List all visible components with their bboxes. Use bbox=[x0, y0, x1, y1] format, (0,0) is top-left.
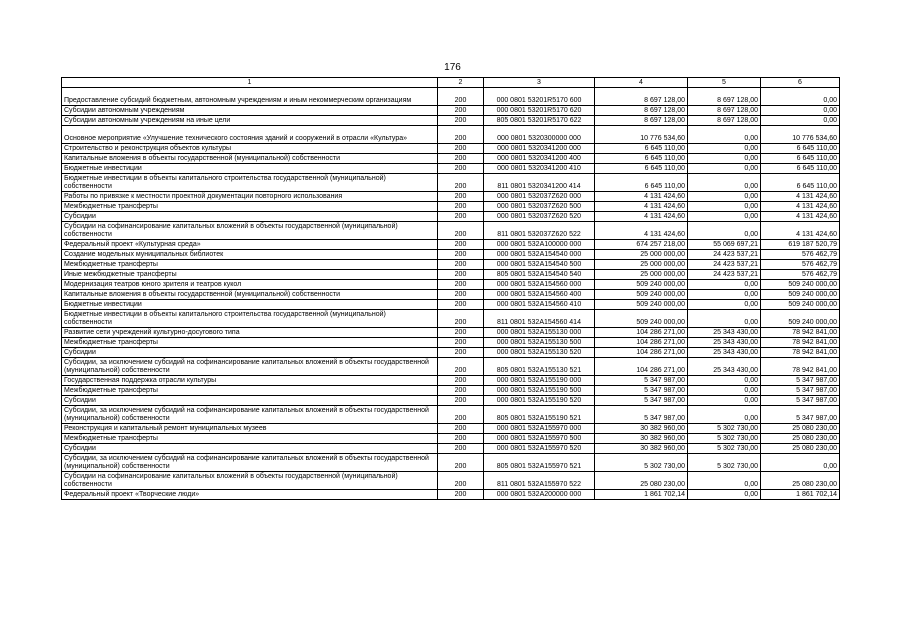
row-name-cell: Бюджетные инвестиции bbox=[62, 164, 438, 174]
row-code-cell: 200 bbox=[438, 454, 484, 472]
row-value-col6: 1 861 702,14 bbox=[761, 490, 840, 500]
row-kbk-cell: 000 0801 532A155130 520 bbox=[484, 348, 595, 358]
row-name-cell: Субсидии bbox=[62, 396, 438, 406]
row-value-col5: 0,00 bbox=[688, 202, 761, 212]
row-value-col5: 0,00 bbox=[688, 212, 761, 222]
row-value-col5: 0,00 bbox=[688, 310, 761, 328]
row-kbk-cell: 000 0801 532037Z620 000 bbox=[484, 192, 595, 202]
row-value-col4: 104 286 271,00 bbox=[595, 348, 688, 358]
row-value-col5: 0,00 bbox=[688, 222, 761, 240]
row-value-col6: 10 776 534,60 bbox=[761, 126, 840, 144]
row-name-cell: Развитие сети учреждений культурно-досугового типа bbox=[62, 328, 438, 338]
row-value-col6: 25 080 230,00 bbox=[761, 434, 840, 444]
row-name-cell: Субсидии bbox=[62, 348, 438, 358]
header-cell: 2 bbox=[438, 78, 484, 88]
row-value-col5: 0,00 bbox=[688, 386, 761, 396]
row-name-cell: Основное мероприятие «Улучшение технического состояния зданий и сооружений в отрасли «Культура» bbox=[62, 126, 438, 144]
row-value-col6: 5 347 987,00 bbox=[761, 396, 840, 406]
table-row bbox=[62, 376, 840, 386]
row-name-cell: Межбюджетные трансферты bbox=[62, 434, 438, 444]
row-value-col4: 4 131 424,60 bbox=[595, 202, 688, 212]
table-row bbox=[62, 406, 840, 424]
row-name-cell: Федеральный проект «Культурная среда» bbox=[62, 240, 438, 250]
row-kbk-cell: 000 0801 532A100000 000 bbox=[484, 240, 595, 250]
row-value-col5: 0,00 bbox=[688, 490, 761, 500]
row-name-cell: Субсидии автономным учреждениям на иные цели bbox=[62, 116, 438, 126]
row-value-col5: 25 343 430,00 bbox=[688, 358, 761, 376]
row-value-col6: 0,00 bbox=[761, 106, 840, 116]
row-value-col5: 55 069 697,21 bbox=[688, 240, 761, 250]
row-name-cell: Капитальные вложения в объекты государственной (муниципальной) собственности bbox=[62, 154, 438, 164]
row-value-col5: 8 697 128,00 bbox=[688, 116, 761, 126]
row-value-col5: 5 302 730,00 bbox=[688, 454, 761, 472]
row-value-col5: 0,00 bbox=[688, 154, 761, 164]
table-row bbox=[62, 154, 840, 164]
row-value-col5: 0,00 bbox=[688, 290, 761, 300]
row-value-col5: 0,00 bbox=[688, 376, 761, 386]
row-code-cell: 200 bbox=[438, 348, 484, 358]
row-value-col6: 4 131 424,60 bbox=[761, 192, 840, 202]
row-value-col4: 25 000 000,00 bbox=[595, 270, 688, 280]
table-row bbox=[62, 444, 840, 454]
row-value-col5: 8 697 128,00 bbox=[688, 106, 761, 116]
table-body bbox=[62, 88, 840, 500]
row-value-col6: 4 131 424,60 bbox=[761, 222, 840, 240]
row-kbk-cell: 805 0801 532A155130 521 bbox=[484, 358, 595, 376]
row-name-cell: Иные межбюджетные трансферты bbox=[62, 270, 438, 280]
row-value-col6: 78 942 841,00 bbox=[761, 348, 840, 358]
row-name-cell: Создание модельных муниципальных библиотек bbox=[62, 250, 438, 260]
row-kbk-cell: 000 0801 532037Z620 520 bbox=[484, 212, 595, 222]
row-name-cell: Бюджетные инвестиции в объекты капитального строительства государственной (муниципальной) собственности bbox=[62, 310, 438, 328]
row-value-col5: 5 302 730,00 bbox=[688, 444, 761, 454]
row-code-cell: 200 bbox=[438, 240, 484, 250]
row-kbk-cell: 000 0801 532A155130 500 bbox=[484, 338, 595, 348]
row-kbk-cell: 000 0801 5320341200 400 bbox=[484, 154, 595, 164]
row-value-col4: 4 131 424,60 bbox=[595, 192, 688, 202]
row-value-col5: 24 423 537,21 bbox=[688, 250, 761, 260]
row-value-col6: 25 080 230,00 bbox=[761, 424, 840, 434]
table-row bbox=[62, 386, 840, 396]
row-value-col6: 6 645 110,00 bbox=[761, 174, 840, 192]
row-value-col4: 5 347 987,00 bbox=[595, 396, 688, 406]
row-code-cell: 200 bbox=[438, 174, 484, 192]
row-value-col6: 78 942 841,00 bbox=[761, 358, 840, 376]
row-value-col4: 4 131 424,60 bbox=[595, 212, 688, 222]
row-name-cell: Бюджетные инвестиции bbox=[62, 300, 438, 310]
row-code-cell: 200 bbox=[438, 338, 484, 348]
row-code-cell: 200 bbox=[438, 202, 484, 212]
row-value-col4: 5 347 987,00 bbox=[595, 406, 688, 424]
table-row bbox=[62, 88, 840, 106]
row-value-col4: 30 382 960,00 bbox=[595, 424, 688, 434]
table-row bbox=[62, 424, 840, 434]
row-code-cell: 200 bbox=[438, 358, 484, 376]
row-name-cell: Межбюджетные трансферты bbox=[62, 202, 438, 212]
row-value-col6: 509 240 000,00 bbox=[761, 300, 840, 310]
row-name-cell: Государственная поддержка отрасли культуры bbox=[62, 376, 438, 386]
row-value-col4: 509 240 000,00 bbox=[595, 300, 688, 310]
row-code-cell: 200 bbox=[438, 406, 484, 424]
row-kbk-cell: 811 0801 532A154560 414 bbox=[484, 310, 595, 328]
row-value-col5: 25 343 430,00 bbox=[688, 338, 761, 348]
row-kbk-cell: 000 0801 532A154560 000 bbox=[484, 280, 595, 290]
table-row bbox=[62, 260, 840, 270]
row-name-cell: Субсидии, за исключением субсидий на софинансирование капитальных вложений в объекты государственной (муниципальной) собственности bbox=[62, 358, 438, 376]
row-value-col4: 10 776 534,60 bbox=[595, 126, 688, 144]
row-value-col6: 576 462,79 bbox=[761, 270, 840, 280]
table-row bbox=[62, 106, 840, 116]
row-name-cell: Межбюджетные трансферты bbox=[62, 386, 438, 396]
row-value-col5: 0,00 bbox=[688, 164, 761, 174]
table-row bbox=[62, 328, 840, 338]
row-name-cell: Федеральный проект «Творческие люди» bbox=[62, 490, 438, 500]
table-row bbox=[62, 348, 840, 358]
row-kbk-cell: 000 0801 532A200000 000 bbox=[484, 490, 595, 500]
table-row bbox=[62, 202, 840, 212]
row-value-col4: 6 645 110,00 bbox=[595, 154, 688, 164]
table-row bbox=[62, 174, 840, 192]
row-name-cell: Субсидии, за исключением субсидий на софинансирование капитальных вложений в объекты государственной (муниципальной) собственности bbox=[62, 454, 438, 472]
row-code-cell: 200 bbox=[438, 222, 484, 240]
row-code-cell: 200 bbox=[438, 310, 484, 328]
row-kbk-cell: 000 0801 532A155970 000 bbox=[484, 424, 595, 434]
row-value-col6: 5 347 987,00 bbox=[761, 386, 840, 396]
row-code-cell: 200 bbox=[438, 106, 484, 116]
row-kbk-cell: 805 0801 532A155190 521 bbox=[484, 406, 595, 424]
row-value-col6: 576 462,79 bbox=[761, 250, 840, 260]
row-name-cell: Субсидии на софинансирование капитальных вложений в объекты государственной (муниципальной) собственности bbox=[62, 222, 438, 240]
row-name-cell: Капитальные вложения в объекты государственной (муниципальной) собственности bbox=[62, 290, 438, 300]
table-row bbox=[62, 280, 840, 290]
row-value-col5: 8 697 128,00 bbox=[688, 88, 761, 106]
row-name-cell: Межбюджетные трансферты bbox=[62, 338, 438, 348]
row-value-col4: 1 861 702,14 bbox=[595, 490, 688, 500]
row-kbk-cell: 000 0801 532A154560 400 bbox=[484, 290, 595, 300]
table-row bbox=[62, 270, 840, 280]
row-value-col4: 25 080 230,00 bbox=[595, 472, 688, 490]
row-kbk-cell: 000 0801 532A155970 520 bbox=[484, 444, 595, 454]
row-value-col5: 0,00 bbox=[688, 126, 761, 144]
table-row bbox=[62, 300, 840, 310]
row-value-col6: 0,00 bbox=[761, 116, 840, 126]
header-cell: 6 bbox=[761, 78, 840, 88]
row-code-cell: 200 bbox=[438, 376, 484, 386]
row-code-cell: 200 bbox=[438, 490, 484, 500]
row-value-col6: 5 347 987,00 bbox=[761, 406, 840, 424]
row-kbk-cell: 811 0801 5320341200 414 bbox=[484, 174, 595, 192]
row-value-col6: 25 080 230,00 bbox=[761, 444, 840, 454]
row-value-col6: 6 645 110,00 bbox=[761, 144, 840, 154]
row-value-col5: 5 302 730,00 bbox=[688, 434, 761, 444]
row-value-col5: 0,00 bbox=[688, 280, 761, 290]
table-row bbox=[62, 358, 840, 376]
row-value-col5: 5 302 730,00 bbox=[688, 424, 761, 434]
table-row bbox=[62, 310, 840, 328]
row-value-col4: 104 286 271,00 bbox=[595, 328, 688, 338]
row-name-cell: Субсидии, за исключением субсидий на софинансирование капитальных вложений в объекты государственной (муниципальной) собственности bbox=[62, 406, 438, 424]
row-kbk-cell: 811 0801 532A155970 522 bbox=[484, 472, 595, 490]
row-value-col4: 6 645 110,00 bbox=[595, 164, 688, 174]
row-value-col4: 6 645 110,00 bbox=[595, 174, 688, 192]
row-kbk-cell: 000 0801 532A155190 500 bbox=[484, 386, 595, 396]
row-value-col6: 509 240 000,00 bbox=[761, 280, 840, 290]
row-kbk-cell: 805 0801 532A155970 521 bbox=[484, 454, 595, 472]
row-name-cell: Предоставление субсидий бюджетным, автономным учреждениям и иным некоммерческим организациям bbox=[62, 88, 438, 106]
row-value-col4: 25 000 000,00 bbox=[595, 250, 688, 260]
row-name-cell: Строительство и реконструкция объектов культуры bbox=[62, 144, 438, 154]
row-value-col4: 104 286 271,00 bbox=[595, 338, 688, 348]
row-kbk-cell: 000 0801 5320341200 000 bbox=[484, 144, 595, 154]
header-cell: 4 bbox=[595, 78, 688, 88]
row-name-cell: Реконструкция и капитальный ремонт муниципальных музеев bbox=[62, 424, 438, 434]
row-name-cell: Модернизация театров юного зрителя и театров кукол bbox=[62, 280, 438, 290]
row-name-cell: Субсидии bbox=[62, 444, 438, 454]
header-cell: 1 bbox=[62, 78, 438, 88]
row-value-col4: 25 000 000,00 bbox=[595, 260, 688, 270]
row-value-col6: 509 240 000,00 bbox=[761, 290, 840, 300]
row-value-col5: 24 423 537,21 bbox=[688, 260, 761, 270]
row-value-col4: 509 240 000,00 bbox=[595, 310, 688, 328]
row-code-cell: 200 bbox=[438, 270, 484, 280]
row-value-col4: 509 240 000,00 bbox=[595, 290, 688, 300]
row-value-col6: 4 131 424,60 bbox=[761, 202, 840, 212]
row-value-col5: 0,00 bbox=[688, 300, 761, 310]
row-kbk-cell: 805 0801 532A154540 540 bbox=[484, 270, 595, 280]
row-value-col4: 5 302 730,00 bbox=[595, 454, 688, 472]
row-code-cell: 200 bbox=[438, 260, 484, 270]
row-value-col4: 6 645 110,00 bbox=[595, 144, 688, 154]
page-number: 176 bbox=[444, 62, 461, 73]
table-row bbox=[62, 454, 840, 472]
table-row bbox=[62, 126, 840, 144]
budget-table bbox=[61, 77, 840, 500]
row-kbk-cell: 000 0801 532A155190 520 bbox=[484, 396, 595, 406]
row-value-col4: 8 697 128,00 bbox=[595, 88, 688, 106]
row-kbk-cell: 811 0801 532037Z620 522 bbox=[484, 222, 595, 240]
row-value-col6: 619 187 520,79 bbox=[761, 240, 840, 250]
row-code-cell: 200 bbox=[438, 444, 484, 454]
row-code-cell: 200 bbox=[438, 328, 484, 338]
row-value-col6: 6 645 110,00 bbox=[761, 164, 840, 174]
row-value-col4: 104 286 271,00 bbox=[595, 358, 688, 376]
row-name-cell: Субсидии bbox=[62, 212, 438, 222]
row-code-cell: 200 bbox=[438, 300, 484, 310]
row-code-cell: 200 bbox=[438, 386, 484, 396]
row-value-col5: 25 343 430,00 bbox=[688, 328, 761, 338]
row-code-cell: 200 bbox=[438, 154, 484, 164]
row-code-cell: 200 bbox=[438, 88, 484, 106]
header-cell: 3 bbox=[484, 78, 595, 88]
row-code-cell: 200 bbox=[438, 144, 484, 154]
row-value-col5: 24 423 537,21 bbox=[688, 270, 761, 280]
row-code-cell: 200 bbox=[438, 164, 484, 174]
row-kbk-cell: 000 0801 532A155970 500 bbox=[484, 434, 595, 444]
row-value-col6: 78 942 841,00 bbox=[761, 328, 840, 338]
row-value-col4: 4 131 424,60 bbox=[595, 222, 688, 240]
row-value-col4: 8 697 128,00 bbox=[595, 116, 688, 126]
row-name-cell: Субсидии на софинансирование капитальных вложений в объекты государственной (муниципальной) собственности bbox=[62, 472, 438, 490]
table-row bbox=[62, 338, 840, 348]
table-row bbox=[62, 144, 840, 154]
row-value-col4: 5 347 987,00 bbox=[595, 376, 688, 386]
row-value-col6: 576 462,79 bbox=[761, 260, 840, 270]
row-kbk-cell: 000 0801 5320300000 000 bbox=[484, 126, 595, 144]
row-name-cell: Бюджетные инвестиции в объекты капитального строительства государственной (муниципальной) собственности bbox=[62, 174, 438, 192]
row-kbk-cell: 000 0801 53201R5170 620 bbox=[484, 106, 595, 116]
row-value-col6: 0,00 bbox=[761, 88, 840, 106]
row-code-cell: 200 bbox=[438, 396, 484, 406]
table-row bbox=[62, 290, 840, 300]
row-code-cell: 200 bbox=[438, 472, 484, 490]
row-value-col5: 25 343 430,00 bbox=[688, 348, 761, 358]
table-row bbox=[62, 240, 840, 250]
row-value-col4: 8 697 128,00 bbox=[595, 106, 688, 116]
row-value-col5: 0,00 bbox=[688, 472, 761, 490]
row-name-cell: Работы по привязке к местности проектной документации повторного использования bbox=[62, 192, 438, 202]
row-code-cell: 200 bbox=[438, 290, 484, 300]
row-kbk-cell: 000 0801 53201R5170 600 bbox=[484, 88, 595, 106]
row-kbk-cell: 000 0801 532A154540 000 bbox=[484, 250, 595, 260]
row-value-col6: 78 942 841,00 bbox=[761, 338, 840, 348]
row-value-col5: 0,00 bbox=[688, 192, 761, 202]
row-name-cell: Межбюджетные трансферты bbox=[62, 260, 438, 270]
row-kbk-cell: 000 0801 532A155130 000 bbox=[484, 328, 595, 338]
row-kbk-cell: 000 0801 532A155190 000 bbox=[484, 376, 595, 386]
row-code-cell: 200 bbox=[438, 434, 484, 444]
table-row bbox=[62, 222, 840, 240]
row-code-cell: 200 bbox=[438, 212, 484, 222]
row-value-col4: 30 382 960,00 bbox=[595, 444, 688, 454]
table-row bbox=[62, 472, 840, 490]
row-code-cell: 200 bbox=[438, 116, 484, 126]
row-value-col6: 4 131 424,60 bbox=[761, 212, 840, 222]
row-value-col5: 0,00 bbox=[688, 406, 761, 424]
table-row bbox=[62, 164, 840, 174]
row-code-cell: 200 bbox=[438, 126, 484, 144]
row-value-col5: 0,00 bbox=[688, 174, 761, 192]
table-row bbox=[62, 434, 840, 444]
table-row bbox=[62, 490, 840, 500]
table-row bbox=[62, 396, 840, 406]
row-code-cell: 200 bbox=[438, 192, 484, 202]
row-value-col4: 509 240 000,00 bbox=[595, 280, 688, 290]
table-row bbox=[62, 116, 840, 126]
row-code-cell: 200 bbox=[438, 280, 484, 290]
row-value-col4: 674 257 218,00 bbox=[595, 240, 688, 250]
row-value-col6: 0,00 bbox=[761, 454, 840, 472]
row-value-col5: 0,00 bbox=[688, 396, 761, 406]
row-code-cell: 200 bbox=[438, 250, 484, 260]
table-row bbox=[62, 250, 840, 260]
row-code-cell: 200 bbox=[438, 424, 484, 434]
row-name-cell: Субсидии автономным учреждениям bbox=[62, 106, 438, 116]
row-value-col4: 30 382 960,00 bbox=[595, 434, 688, 444]
row-value-col5: 0,00 bbox=[688, 144, 761, 154]
row-kbk-cell: 000 0801 5320341200 410 bbox=[484, 164, 595, 174]
header-cell: 5 bbox=[688, 78, 761, 88]
table-row bbox=[62, 192, 840, 202]
row-value-col6: 25 080 230,00 bbox=[761, 472, 840, 490]
row-kbk-cell: 000 0801 532A154560 410 bbox=[484, 300, 595, 310]
row-kbk-cell: 000 0801 532037Z620 500 bbox=[484, 202, 595, 212]
row-value-col4: 5 347 987,00 bbox=[595, 386, 688, 396]
table-row bbox=[62, 212, 840, 222]
row-value-col6: 509 240 000,00 bbox=[761, 310, 840, 328]
row-kbk-cell: 000 0801 532A154540 500 bbox=[484, 260, 595, 270]
row-kbk-cell: 805 0801 53201R5170 622 bbox=[484, 116, 595, 126]
row-value-col6: 5 347 987,00 bbox=[761, 376, 840, 386]
header-row bbox=[62, 78, 840, 88]
row-value-col6: 6 645 110,00 bbox=[761, 154, 840, 164]
